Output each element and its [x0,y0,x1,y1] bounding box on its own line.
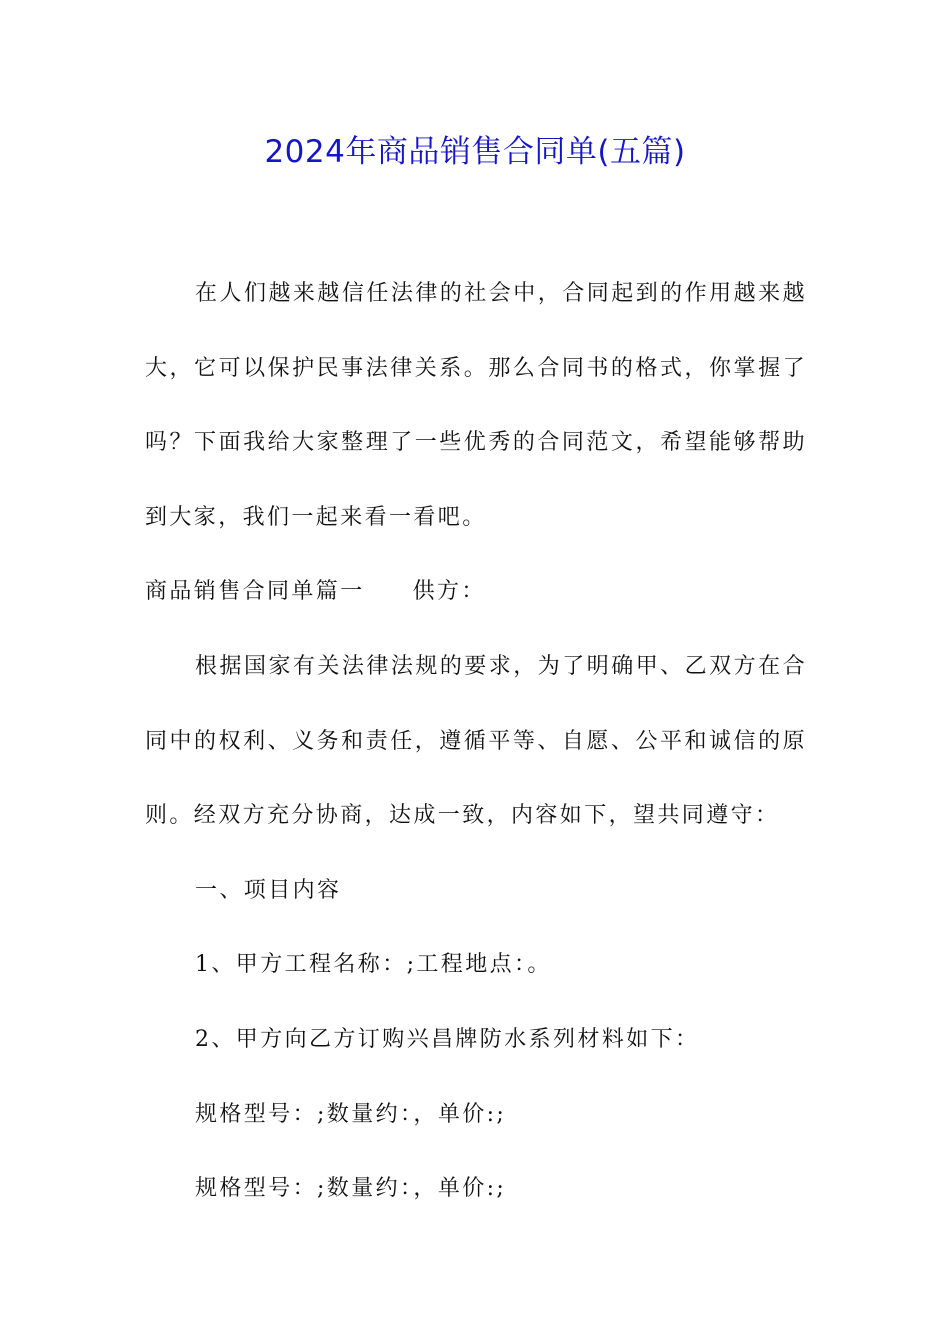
section-heading: 商品销售合同单篇一 [145,579,365,605]
spec-line-2: 规格型号：;数量约：，单价:; [195,1176,507,1202]
intro-paragraph: 在人们越来越信任法律的社会中，合同起到的作用越来越大，它可以保护民事法律关系。那么合同书的格式，你掌握了吗？下面我给大家整理了一些优秀的合同范文，希望能够帮助到大家，我们一起来看一看吧。 [145,281,807,530]
document-body [145,257,807,1227]
document-title: 2024年商品销售合同单(五篇) [264,134,686,170]
spec-line-1: 规格型号：;数量约：，单价:; [195,1101,507,1127]
item-heading: 一、项目内容 [195,877,342,903]
item-1: 1、甲方工程名称：;工程地点：。 [195,952,552,978]
item-2: 2、甲方向乙方订购兴昌牌防水系列材料如下： [195,1026,700,1052]
section-heading-line [145,555,807,630]
supplier-label: 供方： [412,579,486,605]
principle-paragraph: 根据国家有关法律法规的要求，为了明确甲、乙双方在合同中的权利、义务和责任，遵循平等、自愿、公平和诚信的原则。经双方充分协商，达成一致，内容如下，望共同遵守： [145,653,807,829]
